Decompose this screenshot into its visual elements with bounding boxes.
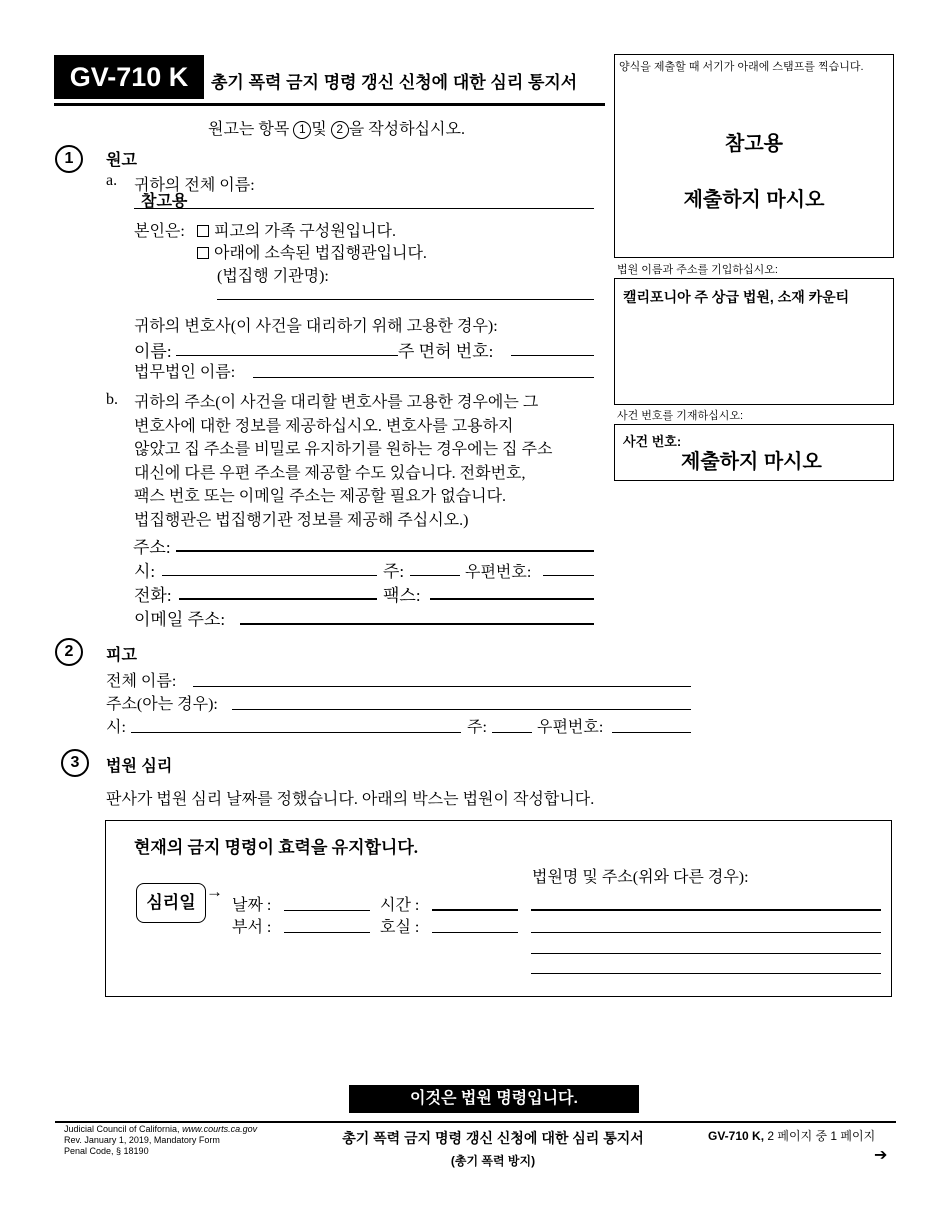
section-2-title: 피고: [106, 647, 137, 664]
footer-revision: Rev. January 1, 2019, Mandatory Form: [64, 1135, 220, 1145]
bar-number-label: 주 면허 번호:: [398, 342, 494, 361]
hearing-badge-label: 심리일: [146, 893, 196, 912]
instruction-and: 및: [311, 121, 327, 138]
plaintiff-address-line[interactable]: [176, 550, 594, 552]
hearing-time-label: 시간 :: [380, 897, 420, 914]
plaintiff-state-line[interactable]: [410, 575, 460, 576]
item-a-marker: a.: [106, 172, 118, 189]
footer-publisher: [64, 1124, 257, 1157]
plaintiff-email-line[interactable]: [240, 623, 594, 625]
defendant-name-label: 전체 이름:: [106, 673, 177, 690]
defendant-zip-label: 우편번호:: [537, 719, 604, 736]
footer-website-link[interactable]: www.courts.ca.gov: [182, 1124, 258, 1134]
section-3-title: 법원 심리: [106, 758, 173, 775]
plaintiff-phone-label: 전화:: [134, 586, 172, 605]
case-box-caption: 사건 번호를 기재하십시오:: [617, 410, 744, 422]
defendant-address-label: 주소(아는 경우):: [106, 696, 218, 713]
plaintiff-name-value[interactable]: 참고용: [141, 193, 188, 210]
address-intro-line: 대신에 다른 우편 주소를 제공할 수도 있습니다. 전화번호,: [134, 464, 526, 482]
i-am-label: 본인은:: [134, 223, 185, 240]
clerk-box-line1: 참고용: [725, 133, 783, 155]
footer-page-info: [708, 1127, 875, 1144]
defendant-state-label: 주:: [467, 719, 487, 736]
plaintiff-name-line: [134, 208, 594, 209]
court-address-line[interactable]: [531, 932, 881, 933]
lawyer-heading: 귀하의 변호사(이 사건을 대리하기 위해 고용한 경우):: [134, 318, 498, 335]
hearing-arrow-icon: →: [206, 882, 223, 901]
footer-statute: Penal Code, § 18190: [64, 1146, 149, 1156]
court-order-banner: [349, 1085, 639, 1113]
plaintiff-address-label: 주소:: [133, 538, 171, 557]
option-family-member[interactable]: [197, 218, 396, 241]
instruction-end: 을 작성하십시오.: [348, 121, 465, 138]
plaintiff-city-line[interactable]: [162, 575, 377, 576]
section-3-description: 판사가 법원 심리 날짜를 정했습니다. 아래의 박스는 법원이 작성합니다.: [106, 791, 595, 808]
address-intro: [134, 391, 552, 532]
form-code-badge: [54, 55, 204, 99]
defendant-name-line[interactable]: [193, 686, 691, 687]
footer-form-subtitle: (총기 폭력 방지): [450, 1154, 536, 1168]
hearing-box-heading: 현재의 금지 명령이 효력을 유지합니다.: [134, 838, 419, 857]
hearing-date-label: 날짜 :: [232, 897, 272, 914]
instruction-circle-1: 1: [293, 121, 311, 139]
plaintiff-email-label: 이메일 주소:: [134, 610, 226, 629]
hearing-date-badge: [136, 883, 206, 923]
hearing-dept-label: 부서 :: [232, 919, 272, 936]
section-3-number: 3: [61, 749, 89, 777]
address-intro-line: 법집행관은 법집행기관 정보를 제공해 주십시오.): [134, 511, 469, 529]
hearing-dept-line[interactable]: [284, 932, 370, 933]
defendant-state-line[interactable]: [492, 732, 532, 733]
option-officer-label: 아래에 소속된 법집행관입니다.: [214, 245, 427, 262]
plaintiff-city-label: 시:: [134, 562, 156, 581]
hearing-box: [105, 820, 892, 997]
address-intro-line: 않았고 집 주소를 비밀로 유지하기를 원하는 경우에는 집 주소: [134, 441, 553, 458]
plaintiff-fax-label: 팩스:: [383, 586, 421, 605]
court-order-banner-text: 이것은 법원 명령입니다.: [410, 1090, 578, 1107]
hearing-time-line[interactable]: [432, 909, 518, 911]
section-1-title: 원고: [106, 152, 137, 169]
court-address-label: 법원명 및 주소(위와 다른 경우):: [532, 869, 749, 886]
clerk-box-line2: 제출하지 마시오: [683, 189, 825, 211]
footer-rule: [55, 1121, 896, 1123]
hearing-room-line[interactable]: [432, 932, 518, 933]
next-page-arrow-icon: ➔: [874, 1147, 888, 1164]
instruction-text: 원고는 항목: [208, 121, 290, 138]
form-code: GV-710 K: [69, 62, 189, 92]
section-2-number: 2: [55, 638, 83, 666]
form-title: 총기 폭력 금지 명령 갱신 신청에 대한 심리 통지서: [211, 73, 578, 92]
lawyer-name-line[interactable]: [176, 355, 398, 356]
footer-form-code: GV-710 K,: [708, 1129, 765, 1143]
footer-publisher-name: Judicial Council of California,: [64, 1124, 183, 1134]
defendant-zip-line[interactable]: [612, 732, 691, 733]
footer-page-number: 2 페이지 중 1 페이지: [767, 1129, 876, 1143]
plaintiff-name-label: 귀하의 전체 이름:: [134, 177, 255, 194]
instruction-circle-2: 2: [331, 121, 349, 139]
option-family-label: 피고의 가족 구성원입니다.: [214, 223, 397, 240]
section-1-number: 1: [55, 145, 83, 173]
footer-form-title: 총기 폭력 금지 명령 갱신 신청에 대한 심리 통지서: [342, 1130, 644, 1146]
hearing-room-label: 호실 :: [380, 919, 420, 936]
item-b-marker: b.: [106, 391, 118, 408]
firm-label: 법무법인 이름:: [134, 364, 236, 381]
court-box-caption: 법원 이름과 주소를 기입하십시오:: [617, 264, 778, 276]
header-instruction: [208, 116, 465, 139]
defendant-address-line[interactable]: [232, 709, 691, 710]
court-address-line[interactable]: [531, 909, 881, 911]
court-address-line[interactable]: [531, 953, 881, 954]
clerk-stamp-box: [614, 54, 894, 258]
court-address-line[interactable]: [531, 973, 881, 974]
plaintiff-zip-line[interactable]: [543, 575, 594, 576]
bar-number-line[interactable]: [511, 355, 594, 356]
court-name-box[interactable]: [614, 278, 894, 405]
plaintiff-fax-line[interactable]: [430, 598, 594, 600]
plaintiff-phone-line[interactable]: [179, 598, 377, 600]
option-law-officer[interactable]: [197, 240, 427, 263]
address-intro-line: 변호사에 대한 정보를 제공하십시오. 변호사를 고용하지: [134, 417, 514, 435]
address-intro-line: 팩스 번호 또는 이메일 주소는 제공할 필요가 없습니다.: [134, 488, 507, 505]
lawyer-name-label: 이름:: [134, 342, 172, 361]
case-number-value: 제출하지 마시오: [681, 451, 822, 473]
defendant-city-line[interactable]: [131, 732, 461, 733]
clerk-box-caption: 양식을 제출할 때 서기가 아래에 스탬프를 찍습니다.: [619, 61, 864, 73]
case-number-box[interactable]: [614, 424, 894, 481]
address-intro-line: 귀하의 주소(이 사건을 대리할 변호사를 고용한 경우에는 그: [134, 394, 539, 411]
defendant-city-label: 시:: [106, 719, 126, 736]
hearing-date-line[interactable]: [284, 910, 370, 911]
agency-label: (법집행 기관명):: [217, 268, 329, 285]
header-rule: [54, 103, 605, 106]
court-name-text: 캘리포니아 주 상급 법원, 소재 카운티: [623, 289, 850, 305]
plaintiff-state-label: 주:: [383, 562, 405, 581]
firm-line[interactable]: [253, 377, 594, 378]
agency-line[interactable]: [217, 299, 594, 300]
law-officer-checkbox[interactable]: [197, 247, 209, 259]
plaintiff-zip-label: 우편번호:: [465, 564, 532, 581]
case-number-label: 사건 번호:: [623, 434, 682, 449]
family-member-checkbox[interactable]: [197, 225, 209, 237]
